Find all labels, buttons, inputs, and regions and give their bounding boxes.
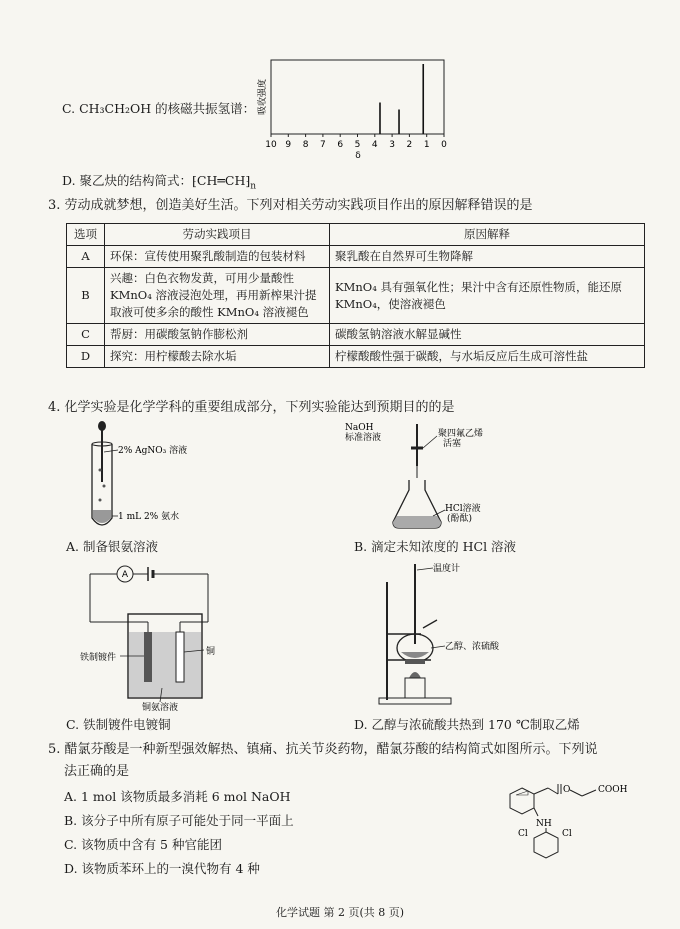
amine-group: NH	[536, 819, 552, 829]
label-agno3: 2% AgNO₃ 溶液	[118, 446, 188, 456]
nmr-tick-label: 10	[265, 140, 277, 150]
row-reason: 聚乳酸在自然界可生物降解	[330, 246, 645, 268]
nmr-tick-label: 8	[302, 140, 309, 150]
nmr-ylabel: 吸收强度	[258, 78, 268, 116]
carboxyl-group: COOH	[598, 785, 628, 795]
row-project: 兴趣：白色衣物发黄，可用少量酸性 KMnO₄ 溶液浸泡处理，再用新榨果汁提取液可使多余的酸性 KMnO₄ 溶液褪色	[105, 268, 330, 324]
nmr-ticks	[265, 134, 447, 150]
label-hcl: HCl溶液	[445, 504, 481, 514]
nmr-tick-label: 5	[354, 140, 361, 150]
row-reason: KMnO₄ 具有强氧化性；果汁中含有还原性物质，能还原 KMnO₄，使溶液褪色	[330, 268, 645, 324]
nmr-tick-label: 4	[371, 140, 378, 150]
nmr-peaks	[380, 64, 423, 134]
option-c-label: C. CH₃CH₂OH 的核磁共振氢谱：	[62, 101, 256, 116]
table-header-row	[67, 224, 645, 246]
q5-stem-line1: 5. 醋氯芬酸是一种新型强效解热、镇痛、抗关节炎药物，醋氯芬酸的结构简式如图所示。下列说	[48, 742, 598, 757]
row-option: A	[67, 246, 105, 268]
diagram-b-titration	[345, 418, 625, 538]
caption-d: D. 乙醇与浓硫酸共热到 170 ℃制取乙烯	[354, 717, 580, 732]
label-copper-ammonia: 铜氨溶液	[142, 703, 179, 712]
table-row	[67, 268, 645, 324]
label-phenolphthalein: (酚酞)	[447, 514, 473, 524]
label-thermometer: 温度计	[433, 564, 461, 574]
diagram-a-silver-ammonia	[60, 420, 290, 540]
chlorine-left: Cl	[518, 829, 528, 839]
page-footer: 化学试题 第 2 页(共 8 页)	[275, 906, 405, 919]
ester-oxygen: O	[563, 785, 571, 795]
label-naoh: NaOH	[345, 423, 374, 433]
row-reason: 碳酸氢钠溶液水解显碱性	[330, 324, 645, 346]
formula-subscript: n	[250, 181, 257, 192]
nmr-tick-label: 3	[389, 140, 395, 150]
label-stopcock: 活塞	[443, 439, 462, 449]
q3-stem: 3. 劳动成就梦想，创造美好生活。下列对相关劳动实践项目作出的原因解释错误的是	[48, 198, 533, 213]
caption-a: A. 制备银氨溶液	[66, 539, 158, 554]
row-project: 环保：宣传使用聚乳酸制造的包装材料	[105, 246, 330, 268]
q5-option-b: B. 该分子中所有原子可能处于同一平面上	[64, 813, 294, 828]
caption-c: C. 铁制镀件电镀铜	[66, 717, 171, 732]
diagram-d-ethylene	[375, 562, 625, 712]
header-reason: 原因解释	[330, 224, 645, 246]
label-ethanol-acid: 乙醇、浓硫酸	[445, 642, 500, 652]
q5-option-c: C. 该物质中含有 5 种官能团	[64, 837, 222, 852]
label-iron-part: 铁制镀件	[80, 653, 117, 663]
polyacetylene-formula: ⁅CH═CH⁆	[192, 173, 251, 188]
nmr-tick-label: 7	[320, 140, 326, 150]
ammeter-label: A	[121, 570, 129, 580]
row-reason: 柠檬酸酸性强于碳酸，与水垢反应后生成可溶性盐	[330, 346, 645, 368]
label-ptfe: 聚四氟乙烯	[438, 429, 484, 439]
row-option: D	[67, 346, 105, 368]
q5-option-d: D. 该物质苯环上的一溴代物有 4 种	[64, 861, 260, 876]
row-project: 探究：用柠檬酸去除水垢	[105, 346, 330, 368]
nmr-spectrum	[255, 52, 455, 162]
caption-b: B. 滴定未知浓度的 HCl 溶液	[354, 539, 517, 554]
header-option: 选项	[67, 224, 105, 246]
q5-stem-line2: 法正确的是	[64, 764, 130, 779]
header-project: 劳动实践项目	[105, 224, 330, 246]
diagram-c-electroplating	[80, 562, 320, 712]
nmr-xlabel: δ	[355, 151, 361, 161]
table-row	[67, 246, 645, 268]
chlorine-right: Cl	[562, 829, 572, 839]
nmr-tick-label: 9	[285, 140, 292, 150]
aceclofenac-structure	[500, 782, 660, 862]
option-d-label: D. 聚乙炔的结构简式：	[62, 173, 193, 188]
q3-table	[66, 223, 645, 368]
label-naoh-standard: 标准溶液	[345, 433, 382, 443]
label-copper: 铜	[206, 647, 216, 657]
row-option: B	[67, 268, 105, 324]
label-ammonia: 1 mL 2% 氨水	[118, 512, 180, 522]
nmr-tick-label: 6	[337, 140, 344, 150]
row-project: 帮厨：用碳酸氢钠作膨松剂	[105, 324, 330, 346]
nmr-tick-label: 0	[441, 140, 447, 150]
nmr-tick-label: 2	[406, 140, 413, 150]
table-row	[67, 346, 645, 368]
q5-option-a: A. 1 mol 该物质最多消耗 6 mol NaOH	[64, 789, 291, 804]
row-option: C	[67, 324, 105, 346]
q4-stem: 4. 化学实验是化学学科的重要组成部分，下列实验能达到预期目的的是	[48, 400, 455, 415]
nmr-tick-label: 1	[423, 140, 430, 150]
table-row	[67, 324, 645, 346]
option-d	[62, 172, 256, 196]
